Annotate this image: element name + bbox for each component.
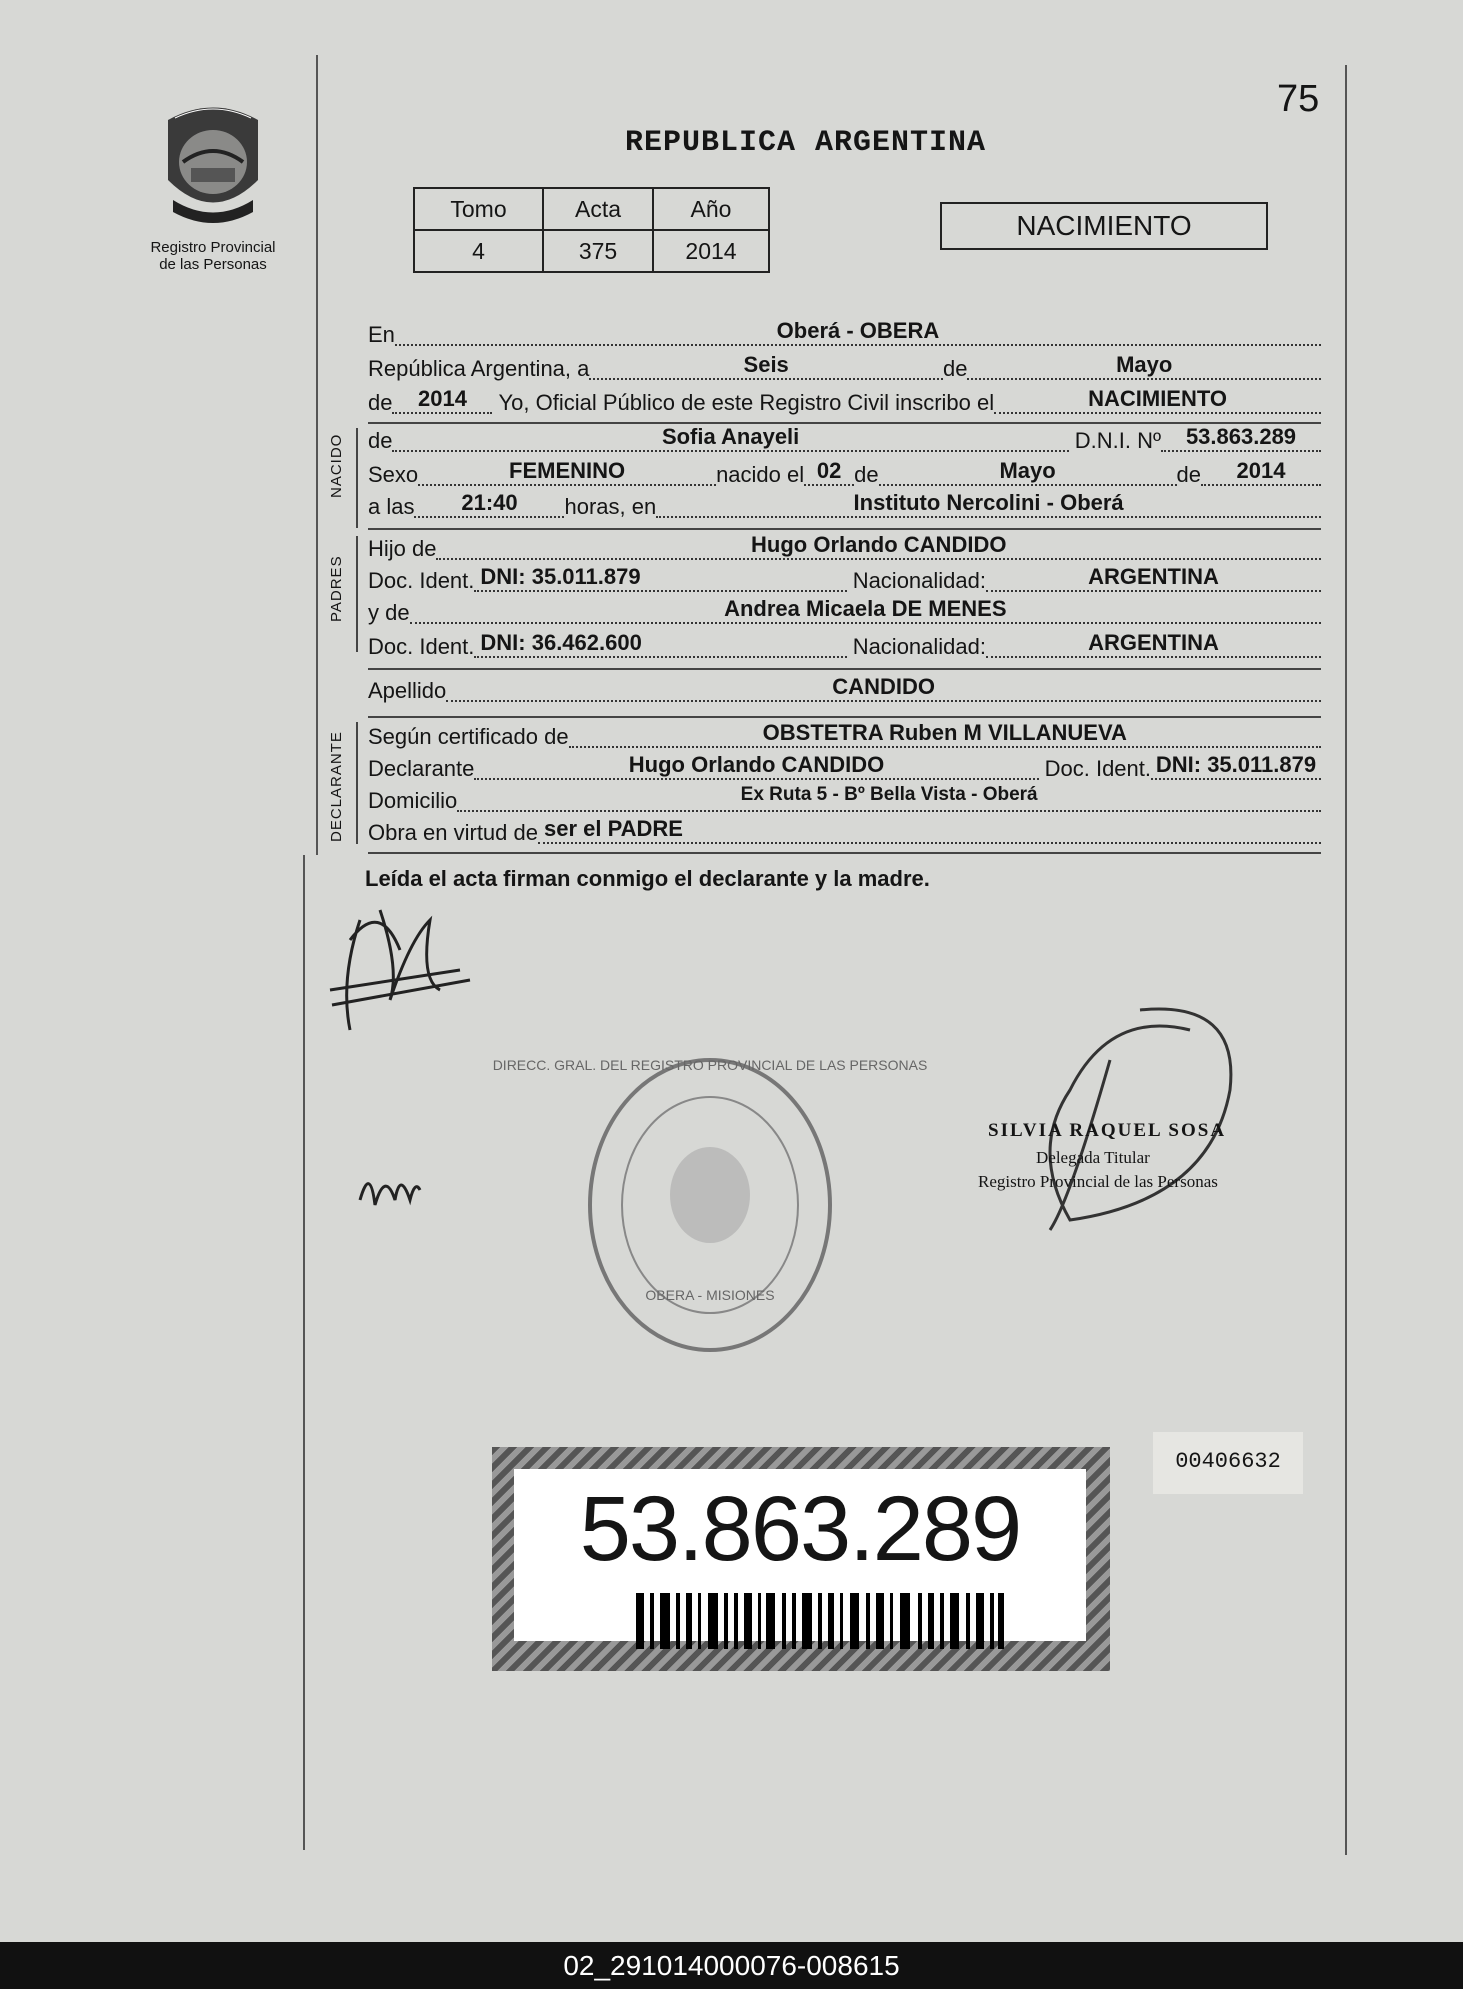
label-sexo: Sexo	[368, 462, 419, 487]
label-horas-en: horas, en	[564, 494, 657, 519]
declarante-bracket	[356, 722, 358, 844]
register-table	[413, 187, 770, 273]
divider-5	[368, 852, 1321, 854]
value-birth-year: 2014	[1201, 458, 1321, 486]
official-seal	[492, 1050, 928, 1360]
value-sexo: FEMENINO	[418, 458, 716, 486]
register-value-ano: 2014	[653, 230, 769, 272]
closing-statement: Leída el acta firman conmigo el declarante y la madre.	[365, 866, 930, 891]
document-title: REPUBLICA ARGENTINA	[625, 126, 987, 160]
barcode-number: 53.863.289	[579, 1478, 1021, 1580]
nacido-bracket	[356, 428, 358, 528]
label-y-de: y de	[368, 600, 410, 625]
mother-signature	[355, 1160, 425, 1220]
seal-inner-text: OBERA - MISIONES	[645, 1287, 775, 1303]
value-en: Oberá - OBERA	[395, 318, 1321, 346]
value-padre-doc: DNI: 35.011.879	[474, 564, 846, 592]
register-header-row	[414, 188, 769, 230]
value-lugar: Instituto Nercolini - Oberá	[656, 490, 1321, 518]
section-declarante: DECLARANTE	[328, 731, 345, 842]
row-declarante	[368, 752, 1321, 782]
official-name: SILVIA RAQUEL SOSA	[988, 1120, 1227, 1141]
row-year	[368, 386, 1321, 416]
row-republica	[368, 352, 1321, 382]
label-oficial: Yo, Oficial Público de este Registro Civil inscribo el	[498, 390, 995, 415]
row-domicilio	[368, 784, 1321, 814]
value-madre: Andrea Micaela DE MENES	[410, 596, 1321, 624]
label-declarante: Declarante	[368, 756, 475, 781]
page-number: 75	[1277, 78, 1320, 120]
divider-3	[368, 668, 1321, 670]
row-madre	[368, 596, 1321, 626]
register-header-tomo: Tomo	[414, 188, 543, 230]
row-en	[368, 318, 1321, 348]
province-shield-icon	[153, 100, 273, 230]
label-republica: República Argentina, a	[368, 356, 590, 381]
row-madre-doc	[368, 630, 1321, 660]
register-value-tomo: 4	[414, 230, 543, 272]
register-value-acta: 375	[543, 230, 653, 272]
left-margin-line-lower	[303, 855, 305, 1850]
registry-logo	[148, 100, 278, 273]
label-de2: de	[368, 390, 393, 415]
logo-caption-line2: de las Personas	[159, 256, 267, 273]
right-margin-line	[1345, 65, 1347, 1855]
value-hora: 21:40	[414, 490, 564, 518]
label-nacido-de: de	[368, 428, 393, 453]
value-padre-nac: ARGENTINA	[986, 564, 1321, 592]
barcode-bars	[636, 1593, 1006, 1649]
official-role: Delegada Titular	[1036, 1148, 1150, 1167]
value-apellido: CANDIDO	[446, 674, 1321, 702]
seal-text: DIRECC. GRAL. DEL REGISTRO PROVINCIAL DE LAS PERSONAS	[492, 1057, 928, 1073]
row-hora	[368, 490, 1321, 520]
value-birth-month: Mayo	[879, 458, 1177, 486]
value-domicilio: Ex Ruta 5 - Bº Bella Vista - Oberá	[457, 784, 1321, 812]
value-dni: 53.863.289	[1161, 424, 1321, 452]
value-certificado: OBSTETRA Ruben M VILLANUEVA	[569, 720, 1321, 748]
divider-2	[368, 528, 1321, 530]
value-declarante: Hugo Orlando CANDIDO	[474, 752, 1038, 780]
label-obra: Obra en virtud de	[368, 820, 538, 845]
value-inscribo: NACIMIENTO	[994, 386, 1321, 414]
label-certificado: Según certificado de	[368, 724, 569, 749]
value-madre-nac: ARGENTINA	[986, 630, 1321, 658]
label-nacido-el: nacido el	[716, 462, 805, 487]
row-obra	[368, 816, 1321, 846]
label-doc-ident-madre: Doc. Ident.	[368, 634, 475, 659]
value-nombre: Sofia Anayeli	[392, 424, 1068, 452]
value-birth-day: 02	[804, 458, 854, 486]
label-en: En	[368, 322, 395, 347]
label-de4: de	[1176, 462, 1202, 487]
label-de: de	[942, 356, 968, 381]
value-madre-doc: DNI: 36.462.600	[474, 630, 846, 658]
row-sexo	[368, 458, 1321, 488]
barcode-label	[492, 1447, 1110, 1671]
label-apellido: Apellido	[368, 678, 447, 703]
label-doc-ident-padre: Doc. Ident.	[368, 568, 475, 593]
label-nacionalidad-madre: Nacionalidad:	[852, 634, 986, 659]
value-day-word: Seis	[589, 352, 943, 380]
label-hijo-de: Hijo de	[368, 536, 437, 561]
file-caption: 02_291014000076-008615	[0, 1942, 1463, 1989]
label-de3: de	[854, 462, 879, 487]
serial-sticker: 00406632	[1153, 1432, 1303, 1494]
register-header-ano: Año	[653, 188, 769, 230]
label-a-las: a las	[368, 494, 415, 519]
logo-caption-line1: Registro Provincial	[150, 239, 276, 256]
label-doc-ident-declarante: Doc. Ident.	[1044, 756, 1151, 781]
row-padre-doc	[368, 564, 1321, 594]
label-domicilio: Domicilio	[368, 788, 458, 813]
padres-bracket	[356, 536, 358, 652]
row-nombre	[368, 424, 1321, 454]
left-margin-line	[316, 55, 318, 855]
section-padres: PADRES	[328, 555, 345, 622]
register-value-row	[414, 230, 769, 272]
divider-4	[368, 716, 1321, 718]
declarant-signature	[320, 880, 480, 1050]
value-obra: ser el PADRE	[538, 816, 1321, 844]
value-padre: Hugo Orlando CANDIDO	[436, 532, 1321, 560]
value-year: 2014	[392, 386, 492, 414]
official-office: Registro Provincial de las Personas	[978, 1172, 1218, 1191]
section-nacido: NACIDO	[328, 433, 345, 498]
value-declarante-doc: DNI: 35.011.879	[1151, 752, 1321, 780]
register-header-acta: Acta	[543, 188, 653, 230]
record-type-box: NACIMIENTO	[940, 202, 1268, 250]
row-padre	[368, 532, 1321, 562]
label-nacionalidad-padre: Nacionalidad:	[852, 568, 986, 593]
row-apellido	[368, 674, 1321, 704]
label-dni: D.N.I. Nº	[1074, 428, 1161, 453]
row-certificado	[368, 720, 1321, 750]
value-month: Mayo	[967, 352, 1321, 380]
